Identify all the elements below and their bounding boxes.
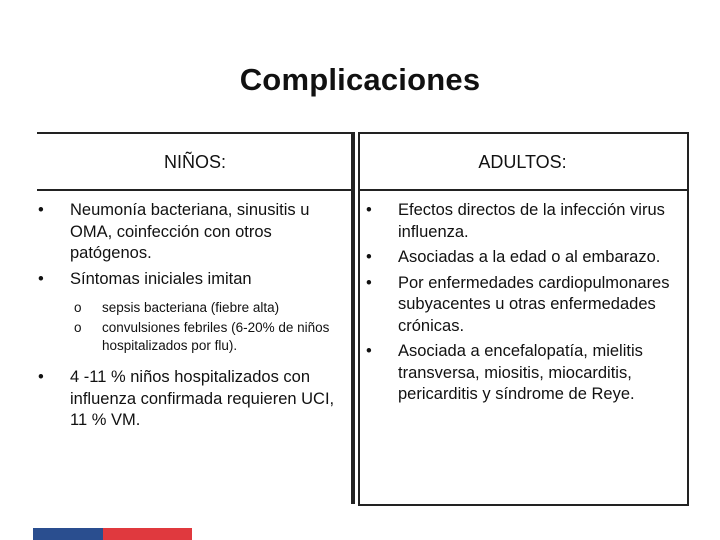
bullet-text: Por enfermedades cardiopulmonares subyacentes u otras enfermedades crónicas. [398, 273, 670, 335]
sub-bullet-list [70, 299, 344, 355]
footer-red-bar [103, 528, 192, 540]
bullet-marker: • [366, 201, 372, 219]
bullet-marker: • [366, 342, 372, 360]
bullet-marker: • [38, 368, 44, 386]
bullet-text: Neumonía bacteriana, sinusitis u OMA, coinfección con otros patógenos. [70, 201, 310, 262]
right-header-rule [358, 189, 687, 191]
bullet-text: Asociada a encefalopatía, mielitis transversa, miositis, miocarditis, pericarditis y síndrome de Reye. [398, 342, 643, 403]
list-item [38, 269, 344, 356]
bullet-text: Efectos directos de la infección virus influenza. [398, 201, 665, 241]
sub-bullet-marker: o [74, 320, 82, 335]
bullet-text: 4 -11 % niños hospitalizados con influenza confirmada requieren UCI, 11 % VM. [70, 368, 335, 429]
bullet-text: Asociadas a la edad o al embarazo. [398, 248, 661, 266]
list-item [38, 367, 344, 432]
sub-bullet-text: convulsiones febriles (6-20% de niños hospitalizados por flu). [102, 320, 330, 353]
sub-list-item [70, 319, 344, 355]
bullet-marker: • [38, 201, 44, 219]
bullet-marker: • [366, 248, 372, 266]
bullet-text: Síntomas iniciales imitan [70, 269, 252, 288]
sub-bullet-text: sepsis bacteriana (fiebre alta) [102, 300, 280, 315]
left-bullet-list [38, 200, 344, 436]
right-column-header: ADULTOS: [478, 152, 567, 172]
bullet-marker: • [366, 273, 372, 292]
list-item [38, 200, 344, 265]
left-column-header: NIÑOS: [163, 152, 226, 172]
bullet-marker: • [38, 269, 44, 288]
list-item [366, 341, 684, 406]
list-item [366, 200, 684, 243]
page-title: Complicaciones [239, 62, 481, 97]
list-item [366, 247, 684, 269]
right-bullet-list [366, 200, 684, 410]
sub-list-item [70, 299, 344, 317]
column-divider-line [353, 132, 355, 504]
list-item [366, 273, 684, 338]
sub-bullet-marker: o [74, 300, 82, 315]
footer-blue-bar [33, 528, 103, 540]
left-header-rule [37, 189, 353, 191]
